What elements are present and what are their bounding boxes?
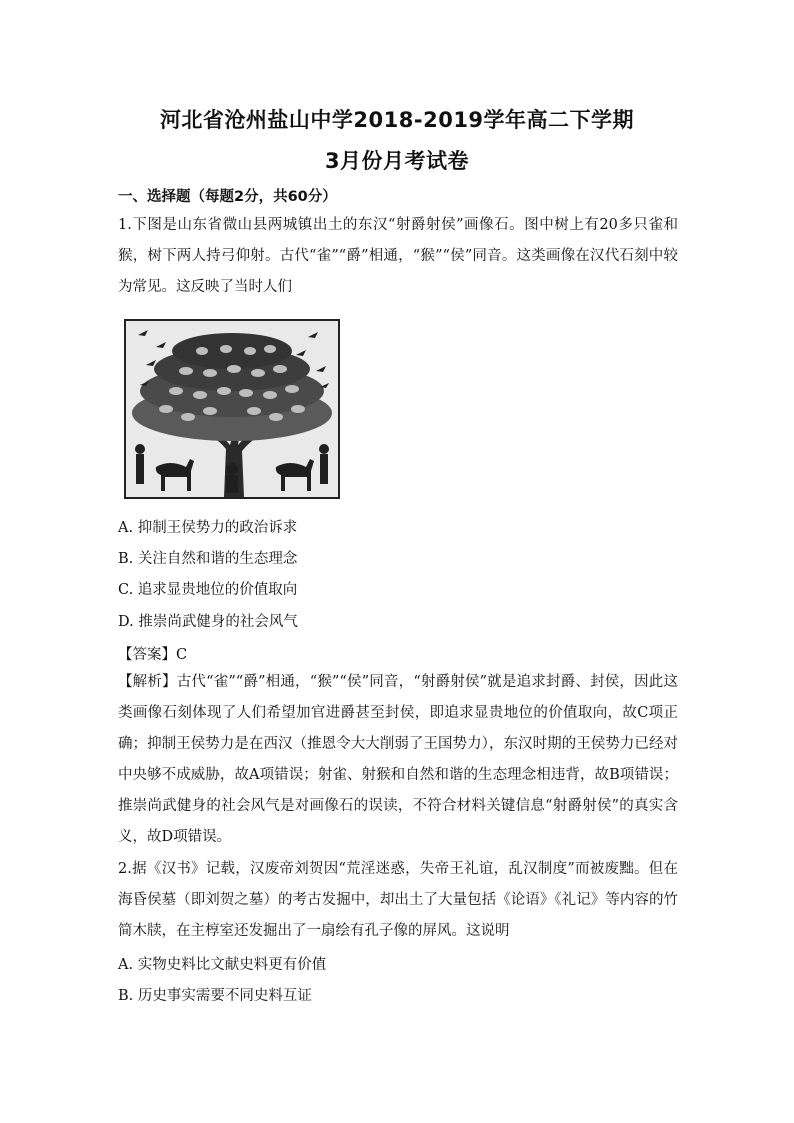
question-2-stem: 2.据《汉书》记载，汉废帝刘贺因“荒淫迷惑，失帝王礼谊，乱汉制度”而被废黜。但在海昏侯墓（即刘贺之墓）的考古发掘中，却出土了大量包括《论语》《礼记》等内容的竹简木牍，在主椁室还发掘出了一扇绘有孔子像的屏风。这说明: [118, 861, 678, 939]
question-1-option-c: C. 追求显贵地位的价值取向: [118, 582, 298, 598]
exam-title-line1: 河北省沧州盐山中学2018-2019学年高二下学期: [159, 108, 635, 132]
section-heading: 一、选择题（每题2分，共60分）: [118, 189, 337, 205]
question-1-option-d: D. 推崇尚武健身的社会风气: [118, 614, 298, 630]
question-2-option-a: A. 实物史料比文献史料更有价值: [118, 957, 327, 973]
exam-title-line2: 3月份月考试卷: [324, 149, 470, 173]
question-1-option-a: A. 抑制王侯势力的政治诉求: [118, 520, 298, 536]
stone-relief-illustration: [126, 321, 338, 497]
stone-relief-tree-image: [124, 319, 340, 499]
question-1-stem: 1.下图是山东省微山县两城镇出土的东汉“射爵射侯”画像石。图中树上有20多只雀和猴，树下两人持弓仰射。古代“雀”“爵”相通，“猴”“侯”同音。这类画像在汉代石刻中较为常见。这反映了当时人们: [118, 217, 678, 295]
question-1-option-b: B. 关注自然和谐的生态理念: [118, 551, 298, 567]
question-1-answer: 【答案】C: [118, 647, 188, 663]
question-1-explanation: 【解析】古代“雀”“爵”相通，“猴”“侯”同音，“射爵射侯”就是追求封爵、封侯，因此这类画像石刻体现了人们希望加官进爵甚至封侯，即追求显贵地位的价值取向，故C项正确；抑制王侯势力是在西汉（推恩令大大削弱了王国势力），东汉时期的王侯势力已经对中央够不成威胁，故A项错误；射雀、射猴和自然和谐的生态理念相违背，故B项错误；推崇尚武健身的社会风气是对画像石的误读，不符合材料关键信息“射爵射侯”的真实含义，故D项错误。: [118, 674, 678, 845]
question-2-option-b: B. 历史事实需要不同史料互证: [118, 988, 312, 1004]
